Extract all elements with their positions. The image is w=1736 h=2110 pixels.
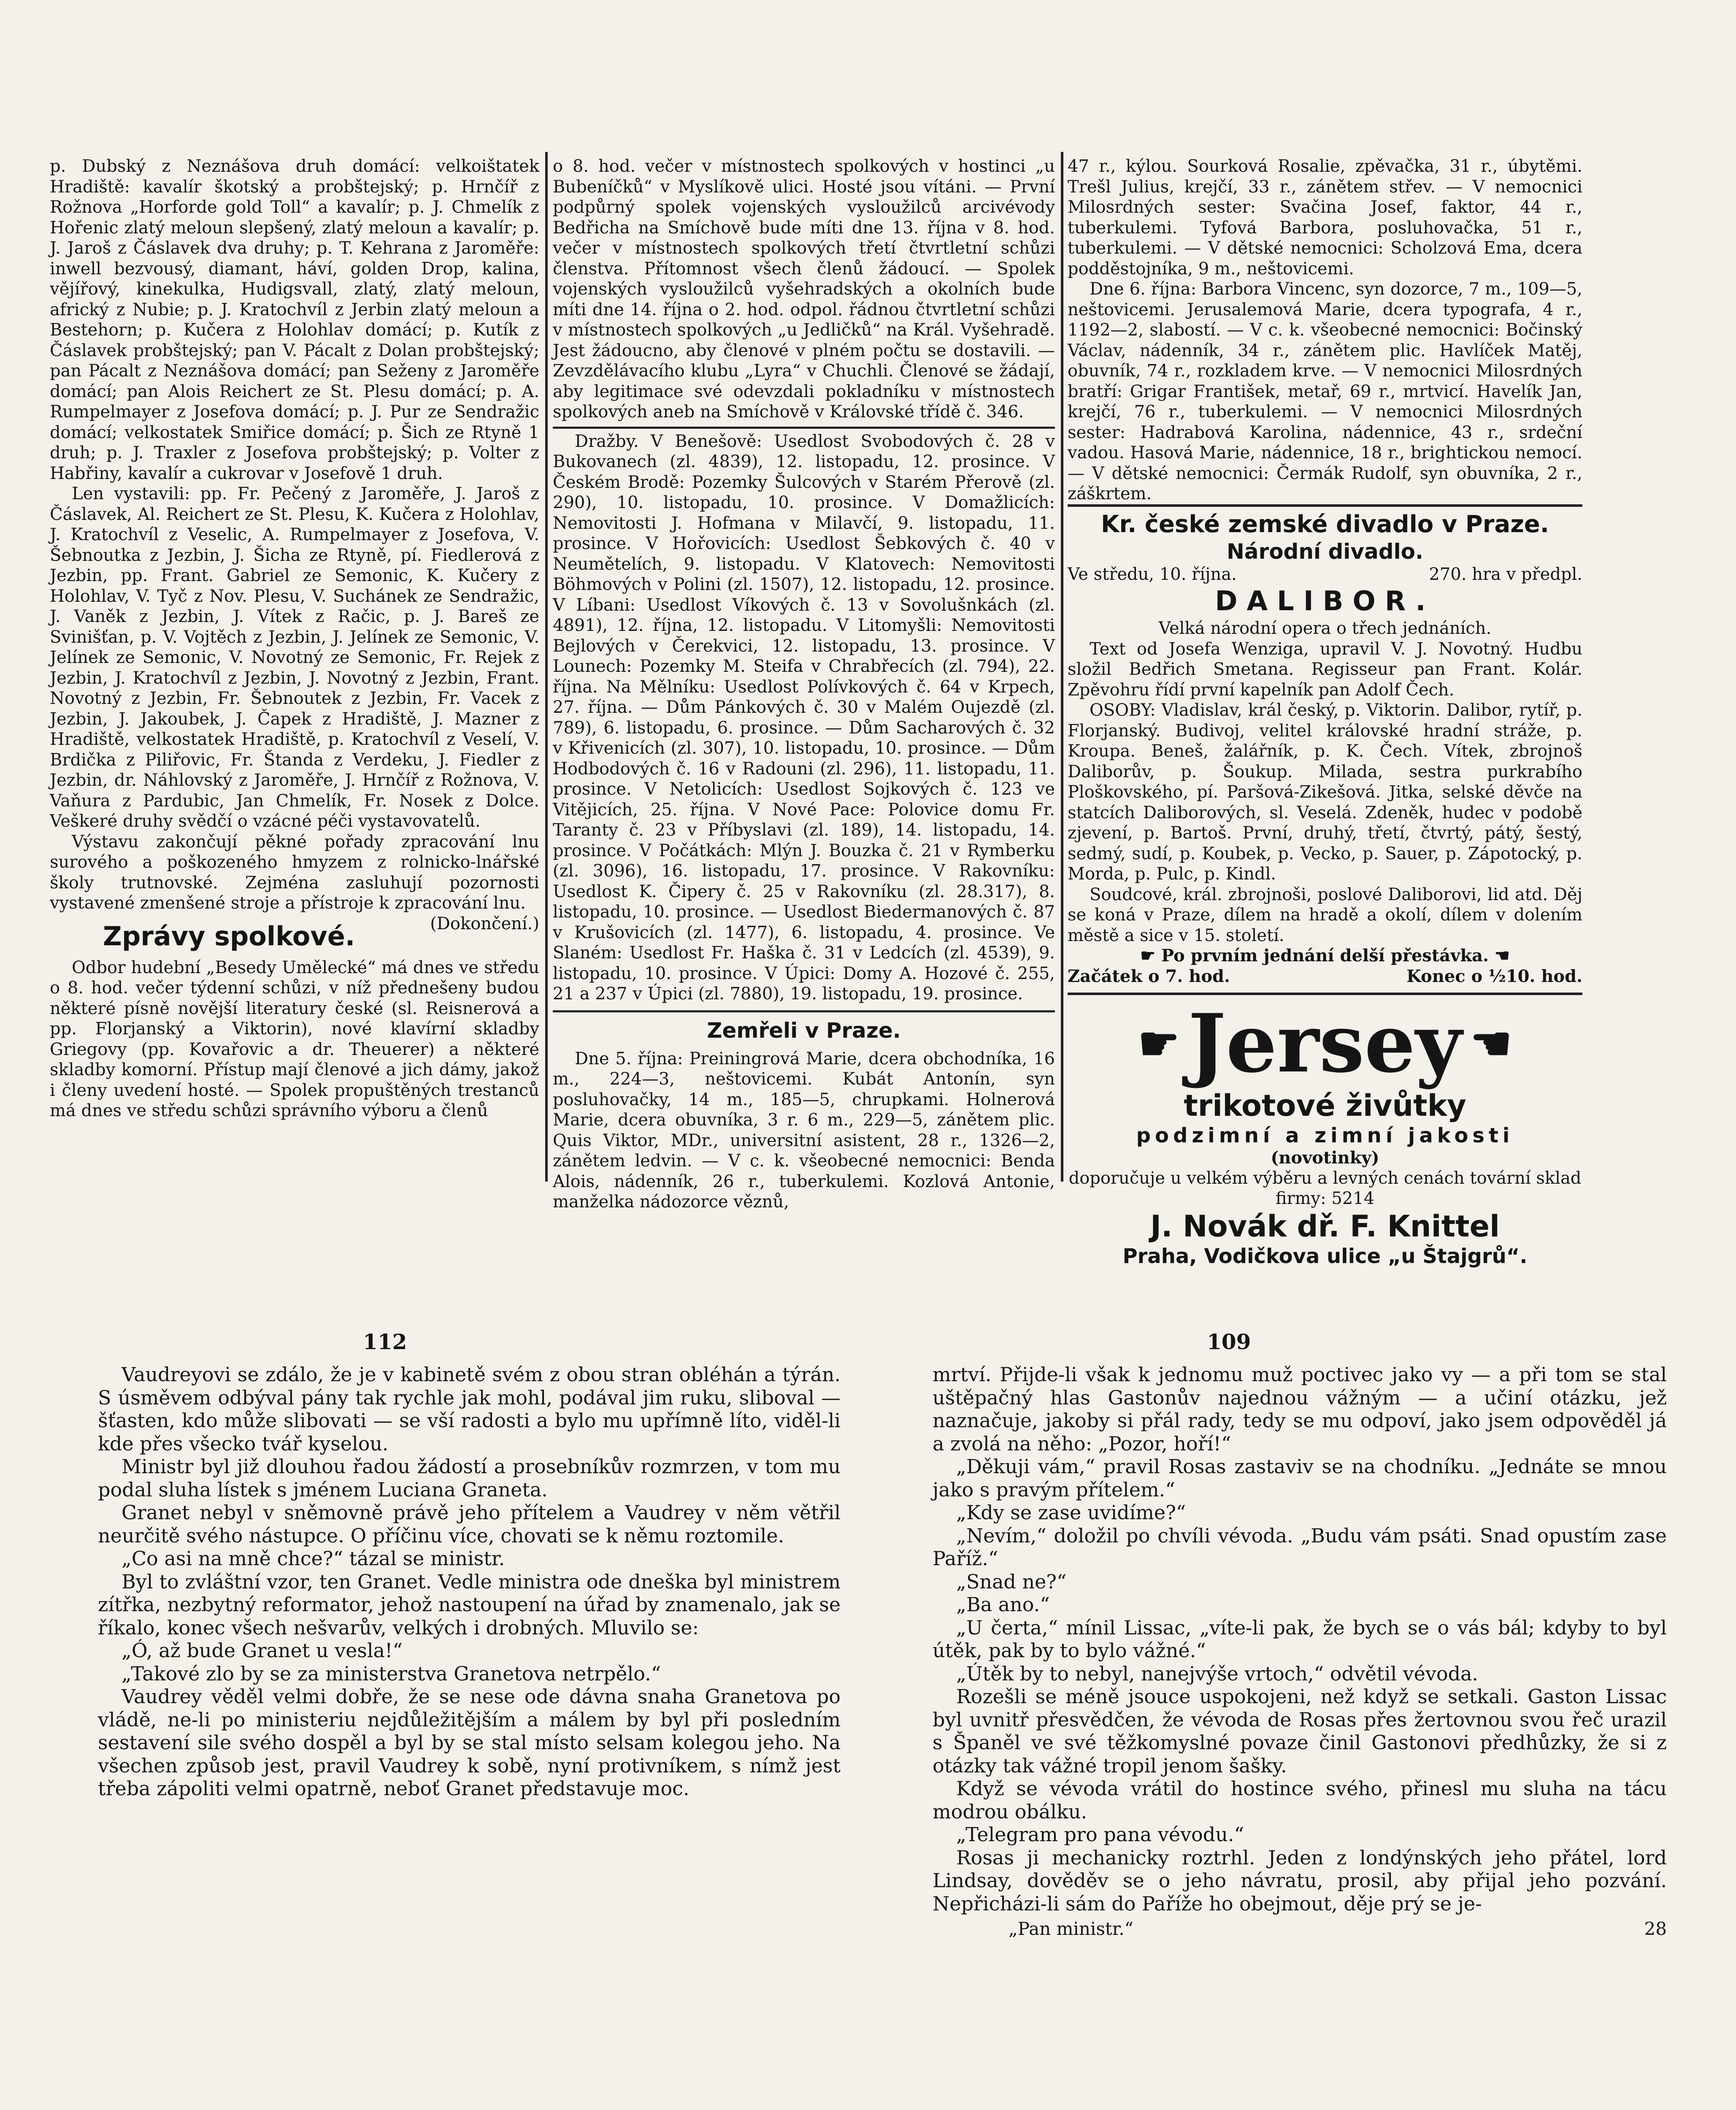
paragraph: Když se vévoda vrátil do hostince svého, přinesl mu sluha na tácu modrou obálku. (933, 1777, 1667, 1823)
section-heading-club-news: Zprávy spolkové. (103, 920, 355, 952)
paragraph: Vaudrey věděl velmi dobře, že se nese ode dávna snaha Granetova po vládě, ne-li po ministeriu nejdůležitějším a málem by byl při posledním sestavení sile svého dospěl a byl by se stal místo selsam kolegou jeho. Na všechen způsob jest, pravil Vaudrey k sobě, nyní protivníkem, s nímž jest třeba zápoliti velmi opatrně, neboť Granet představuje moc. (98, 1685, 841, 1800)
ad-brand: Jersey (1188, 996, 1462, 1090)
start-time: Začátek o 7. hod. (1068, 966, 1230, 986)
paragraph: „Ó, až bude Granet u vesla!“ (122, 1639, 403, 1662)
paragraph: Vaudreyovi se zdálo, že je v kabinetě svém z obou stran obléhán a týrán. S úsměvem odbýval pány tak rychle jak mohl, podával jim ruku, sliboval — šťasten, kdo může slibovati — se vší radosti a bylo mu upřímně líto, viděl-li kde přes všecko tvář kyselou. (98, 1363, 841, 1455)
ad-season: podzimní a zimní jakosti (1136, 1124, 1514, 1147)
paragraph: „Útěk by to nebyl, nanejvýše vrtoch,“ odvětil vévoda. (956, 1662, 1479, 1685)
paragraph: Byl to zvláštní vzor, ten Granet. Vedle ministra ode dneška byl ministrem zítřka, nezbytný reformator, jehož nastoupení na úřad by znamenalo, jak se říkalo, konec všech nešvarův, velkých i drobných. Mluvilo se: (98, 1570, 841, 1639)
theatre-subtitle: Národní divadlo. (1226, 539, 1424, 564)
book-page-right (933, 1363, 1667, 2110)
paragraph: Ministr byl již dlouhou řadou žádostí a prosebníkův rozmrzen, v tom mu podal sluha lístek s jménem Luciana Graneta. (98, 1455, 841, 1501)
paragraph: „U čerta,“ mínil Lissac, „víte-li pak, že bych se o vás bál; kdyby to byl útěk, pak by to bylo vážné.“ (933, 1616, 1667, 1662)
opera-cast: OSOBY: Vladislav, král český, p. Viktorin. Dalibor, rytíř, p. Florjanský. Budivoj, velitel královské hradní stráže, p. Kroupa. Beneš, žalářník, p. K. Čech. Vítek, zbrojnoš Daliborův, p. Šoukup. Milada, sestra purkrabího Ploškovského, pí. Paršová-Zikešová. Jitka, selské děvče na statcích Daliborových, sl. Veselá. Zdeněk, hudec v podobě zjevení, p. Bartoš. První, druhý, třetí, čtvrtý, pátý, šestý, sedmý, sudí, p. Koubek, p. Vecko, p. Sauer, p. Zápotocký, p. Morda, p. Pulc, p. Kindl. (1068, 701, 1582, 884)
book-page-left (98, 1363, 841, 2110)
ad-shop-name: J. Novák dř. F. Knittel (1150, 1209, 1500, 1244)
ad-product: trikotové živůtky (1184, 1088, 1466, 1123)
intermission-note (1068, 946, 1582, 966)
divider-deaths (553, 1010, 1055, 1012)
pointing-hand-icon: ☚ (1494, 946, 1510, 966)
ad-shop-address: Praha, Vodičkova ulice „u Štajgrů“. (1122, 1244, 1528, 1268)
performance-date-row (1068, 564, 1582, 585)
pointing-hand-icon: ☛ (1140, 946, 1156, 966)
jersey-advertisement (1068, 993, 1582, 1269)
opera-title: DALIBOR. (1215, 586, 1435, 617)
news-column-1 (50, 156, 539, 1177)
opera-credits: Text od Josefa Wenziga, upravil V. J. Novotný. Hudbu složil Bedřich Smetana. Regisseur pan Frant. Kolár. Zpěvohru řídí první kapelník pan Adolf Čech. (1068, 639, 1582, 700)
section-heading-deaths: Zemřeli v Praze. (707, 1018, 901, 1043)
deaths-oct-6: Dne 6. října: Barbora Vincenc, syn dozorce, 7 m., 109—5, neštovicemi. Jerusalemová Marie, dcera typografa, 4 r., 1192—2, slabostí. — V c. k. všeobecné nemocnici: Bočinský Václav, nádenník, 34 r., zánětem plic. Havlíček Matěj, obuvník, 74 r., rozkladem krve. — V nemocnici Milosrdných bratří: Grigar František, metař, 69 r., mrtvicí. Havelík Jan, krejčí, 76 r., tuberkulemi. — V nemocnici Milosrdných sester: Hadrabová Karolina, nádennice, 43 r., srdeční vadou. Hasová Marie, nádennice, 18 r., brightickou nemocí. — V dětské nemocnici: Čermák Rudolf, syn obuvníka, 2 r., záškrtem. (1068, 279, 1582, 503)
fruit-exhibitors-list: p. Dubský z Neznášova druh domácí: velkoištatek Hradiště: kavalír škotský a probštejský; p. Hrnčíř z Rožnova „Horforde gold Toll“ a kavalír; p. J. Chmelík z Hořenic zlatý meloun slepšený, zlatý meloun a kavalír; p. J. Jaroš z Čáslavek dva druhy; p. T. Kehrana z Jaroměře: inwell bezvousý, diamant, háví, golden Drop, kalina, vějířový, kinekulka, Hudigsvall, zlatý, zlatý meloun, africký z Nubie; p. J. Kratochvíl z Jerbin zlatý meloun a Bestehorn; p. Kučera z Holohlav domácí; p. Kutík z Čáslavek probštejský; pan V. Pácalt z Dolan probštejský; pan Pácalt z Neznášova domácí; pan Seženy z Jaroměře domácí; pan Alois Reichert ze St. Plesu domácí; p. A. Rumpelmayer z Josefova domácí; p. J. Pur ze Sendražic domácí; velkostatek Smiřice domácí; p. Šich ze Rtyně 1 druh; p. J. Traxler z Josefova probštejský; p. Volter z Habřiny, kavalír a cukrovar v Josefově 1 druh. (50, 157, 539, 483)
end-time: Konec o ½10. hod. (1406, 966, 1582, 986)
column-divider-2 (1061, 152, 1063, 1182)
paragraph: „Nevím,“ doložil po chvíli vévoda. „Budu vám psáti. Snad opustím zase Paříž.“ (933, 1524, 1667, 1570)
column-divider-1 (545, 152, 548, 1182)
exhibitors-list: Len vystavili: pp. Fr. Pečený z Jaroměře, J. Jaroš z Čáslavek, Al. Reichert ze St. Plesu, K. Kučera z Holohlav, J. Kratochvíl z Veselic, A. Rumpelmayer z Josefova, V. Šebnoutka z Jezbin, J. Šicha ze Rtyně, pí. Fiedlerová z Jezbin, pp. Frant. Gabriel ze Semonic, K. Kučery z Holohlav, V. Tyč z Nov. Plesu, V. Suchánek ze Sendražic, J. Vaněk z Jezbin, J. Vítek z Račic, p. J. Bareš ze Svinišťan, p. V. Vojtěch z Jezbin, J. Jelínek ze Semonic, V. Jelínek ze Semonic, V. Novotný ze Semonic, Fr. Rejek z Jezbin, J. Kratochvíl z Jezbin, J. Novotný z Jezbin, Frant. Novotný z Jezbin, Fr. Šebnoutek z Jezbin, Fr. Vacek z Jezbin, J. Jakoubek, J. Čapek z Hradiště, J. Mazner z Hradiště, velkostatek Hradiště, p. Kratochvíl z Veselí, V. Brdička z Piliřovic, Fr. Štanda z Verdeku, J. Fiedler z Jezbin, dr. Náhlovský z Jaroměře, J. Hrnčíř z Rožnova, V. Vaňura z Pardubic, Jan Chmelík, Fr. Nosek z Dolce. Veškeré druhy svědčí o vzácné péči vystavovatelů. (50, 484, 539, 831)
pointing-hand-icon: ☛ (1138, 1016, 1180, 1071)
performance-times (1068, 966, 1582, 987)
paragraph: Rozešli se méně jsouce uspokojeni, než když se setkali. Gaston Lissac byl uvnitř přesvědčen, že vévoda de Rosas přes žertovnou svou řeč urazil s Španěl ve své těžkomyslné povaze činil Gastonovi předhůzky, že si z otázky tak vážné tropil jenom šašky. (933, 1685, 1667, 1777)
club-news-continued: o 8. hod. večer v místnostech spolkových v hostinci „u Bubeníčků“ v Myslíkově ulici. Hosté jsou vítáni. — První podpůrný spolek vojenských vysloužilců arcivévody Bedřicha na Smíchově bude míti dne 13. října v 8. hod. večer v místnostech spolkových třetí čtvrtletní schůzi členstva. Přítomnost všech členů žádoucí. — Spolek vojenských vysloužilců vyšehradských a okolních bude míti dne 14. října o 2. hod. odpol. řádnou čtvrtletní schůzi v místnostech spolkových „u Jedličků“ na Král. Vyšehradě. Jest žádoucno, aby členové v plném počtu se dostavili. — Zevzdělávacího klubu „Lyra“ v Chuchli. Členové se žádají, aby legitimace své odevzdali pokladníku v místnostech spolkových aneb na Smíchově v Královské třídě č. 346. (553, 157, 1055, 422)
paragraph: „Telegram pro pana vévodu.“ (956, 1823, 1244, 1846)
paragraph: „Děkuji vám,“ pravil Rosas zastaviv se na chodníku. „Jednáte se mnou jako s pravým přítelem.“ (933, 1455, 1667, 1501)
deaths-text: Dne 5. října: Preiningrová Marie, dcera obchodníka, 16 m., 224—3, neštovicemi. Kubát Antonín, syn posluhovačky, 14 m., 185—5, chrupkami. Holnerová Marie, dcera obuvníka, 3 r. 6 m., 229—5, zánětem plic. Quis Viktor, MDr., universitní asistent, 28 r., 1326—2, zánětem ledvin. — V c. k. všeobecné nemocnici: Benda Alois, nádenník, 26 r., tuberkulemi. Kozlová Antonie, manželka nádozorce věznů, (553, 1049, 1055, 1212)
page-number-left: 112 (363, 1329, 407, 1354)
paragraph: „Takové zlo by se za ministerstva Granetova netrpělo.“ (122, 1662, 661, 1685)
ad-code: 5214 (1331, 1189, 1375, 1208)
exhibition-closing (50, 832, 539, 933)
paragraph: mrtví. Přijde-li však k jednomu muž poctivec jako vy — a při tom se stal uštěpačný hlas Gastonův najednou vážným — a učiní otázku, jež naznačuje, jakoby si přál rady, tedy se mu odpoví, jako jsem odpověděl já a zvolá na něho: „Pozor, hoří!“ (933, 1363, 1667, 1455)
theatre-title: Kr. české zemské divadlo v Praze. (1068, 504, 1582, 539)
club-news-text: Odbor hudební „Besedy Umělecké“ má dnes ve středu o 8. hod. večer týdenní schůzi, v níž přednešeny budou některé písně novější literatury české (sl. Reisnerová a pp. Florjanský a Viktorin), nové klavírní skladby Griegovy (pp. Kovařovic a dr. Theuerer) a některé skladby komorní. Přístup mají členové a jich dámy, jakož i členy uvedení hosté. — Spolek propuštěných trestanců má dnes ve středu schůzi správního výboru a členů (50, 958, 539, 1120)
page-number-right: 109 (1207, 1329, 1251, 1354)
opera-description: Velká národní opera o třech jednáních. (1158, 619, 1492, 638)
intermission-text: Po prvním jednání delší přestávka. (1161, 946, 1489, 966)
paragraph: „Ba ano.“ (956, 1593, 1050, 1616)
paragraph: „Kdy se zase uvidíme?“ (956, 1501, 1186, 1524)
ad-recommendation-text: doporučuje u velkém výběru a levných cenách tovární sklad firmy: (1068, 1169, 1582, 1208)
exhibition-closing-text: Výstavu zakončují pěkné pořady zpracování lnu surového a poškozeného hmyzem z rolnicko-lnářské školy trutnovské. Zejména zasluhují pozornosti vystavené zmenšené stroje a přístroje k zpracování lnu. (50, 832, 539, 913)
ad-brand-row (1068, 996, 1582, 1090)
paragraph: Granet nebyl v sněmovně právě jeho přítelem a Vaudrey v něm větřil neurčitě svého nástupce. O příčinu více, chovati se k němu roztomile. (98, 1501, 841, 1547)
performance-date: Ve středu, 10. října. (1068, 564, 1237, 584)
page-footer (933, 1918, 1667, 1941)
auctions-text: Dražby. V Benešově: Usedlost Svobodových č. 28 v Bukovanech (zl. 4839), 12. listopadu, 12. prosince. V Českém Brodě: Pozemky Šulcových v Starém Přerově (zl. 290), 10. listopadu, 10. prosince. V Domažlicích: Nemovitosti J. Hofmana v Milavčí, 9. listopadu, 11. prosince. V Hořovicích: Usedlost Šebkových č. 40 v Neumětelích, 9. listopadu. V Klatovech: Nemovitosti Böhmových v Polini (zl. 1507), 12. listopadu, 12. prosince. V Líbani: Usedlost Víkových č. 13 v Sovolušnkách (zl. 4891), 12. října, 12. listopadu. V Litomyšli: Nemovitosti Bejlových v Čerekvici, 12. listopadu, 13. prosince. V Lounech: Pozemky M. Steifa v Chrabřecích (zl. 794), 22. října. Na Mělníku: Usedlost Polívkových č. 64 v Krpech, 27. října. — Dům Pánkových č. 30 v Malém Oujezdě (zl. 789), 6. listopadu, 6. prosince. — Dům Sacharových č. 32 v Křivenicích (zl. 307), 10. listopadu, 10. prosince. — Dům Hodbodových č. 16 v Radouni (zl. 296), 11. listopadu, 11. prosince. V Netolicích: Usedlost Sojkových č. 123 ve Vitějicích, 25. října. V Nové Pace: Polovice domu Fr. Taranty č. 23 v Příbyslavi (zl. 189), 14. listopadu, 14. prosince. V Počátkách: Mlýn J. Bouzka č. 21 v Rymberku (zl. 3096), 16. listopadu, 17. prosince. V Rakovníku: Usedlost K. Čipery č. 25 v Rakovníku (zl. 28.317), 8. listopadu, 10. prosince. — Usedlost Biedermanových č. 87 v Krušovicích (zl. 1477), 6. listopadu, 4. prosince. Ve Slaném: Usedlost Fr. Haška č. 31 v Ledcích (zl. 4539), 9. listopadu, 10. prosince. V Úpici: Domy A. Hozové č. 255, 21 a 237 v Úpici (zl. 7880), 19. listopadu, 19. prosince. (553, 431, 1055, 1004)
pointing-hand-icon: ☚ (1470, 1016, 1512, 1071)
paragraph: „Snad ne?“ (956, 1570, 1067, 1593)
signature-mark: 28 (1644, 1918, 1667, 1939)
performance-number: 270. hra v předpl. (1429, 564, 1582, 584)
news-column-3 (1068, 156, 1582, 1268)
paragraph: „Co asi na mně chce?“ tázal se ministr. (122, 1547, 505, 1570)
news-column-2 (553, 156, 1055, 1212)
ad-novelty: (novotinky) (1271, 1148, 1379, 1168)
deaths-continued: 47 r., kýlou. Sourková Rosalie, zpěvačka, 31 r., úbytěmi. Trešl Julius, krejčí, 33 r., zánětem střev. — V nemocnici Milosrdných sester: Svačina Josef, faktor, 44 r., tuberkulemi. Tyfová Barbora, posluhovačka, 51 r., tuberkulemi. — V dětské nemocnici: Scholzová Ema, dcera podděstojníka, 9 m., neštovicemi. (1068, 157, 1582, 279)
opera-cast-extra: Soudcové, král. zbrojnoši, poslové Daliborovi, lid atd. Děj se koná v Praze, dílem na hradě a okolí, dílem v dolením městě a sice v 15. století. (1068, 885, 1582, 945)
divider-auctions (553, 427, 1055, 429)
continued-note: (Dokončení.) (430, 914, 539, 933)
ad-recommendation (1068, 1168, 1582, 1209)
running-title: „Pan ministr.“ (1009, 1918, 1134, 1939)
paragraph: Rosas ji mechanicky roztrhl. Jeden z londýnských jeho přátel, lord Lindsay, dověděv se o jeho návratu, prosil, aby přijal jeho pozvání. Nepřicházi-li sám do Paříže ho obejmout, děje prý se je- (933, 1846, 1667, 1915)
